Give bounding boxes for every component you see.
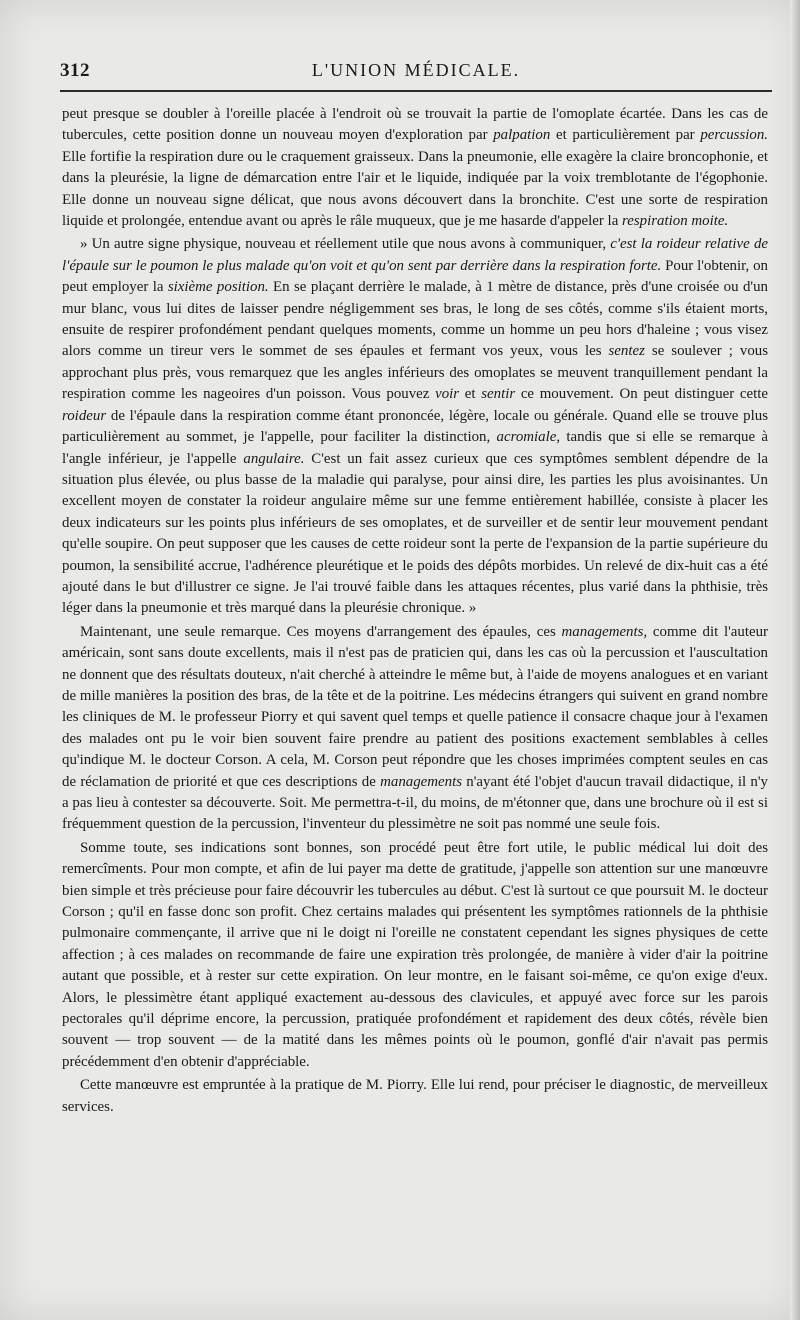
page-number: 312 bbox=[60, 60, 90, 81]
text-run: comme dit l'auteur américain, sont sans doute excellents, mais il n'est pas de praticien qui, dans les cas où la percussion et l'auscultation ne donnent que des résultats douteux, n'ait cherché à atteindre le même but, à l'aide de moyens analogues et en variant de mille manières la position des bras, de la tête et de la poitrine. Les médecins étrangers qui suivent en grand nombre les cliniques de M. le professeur Piorry et qui savent quel temps et quelle patience il consacre chaque jour à l'examen des malades ont pu le voir bien souvent faire prendre au patient des positions exactement semblables à celles qu'indique M. le docteur Corson. A cela, M. Corson peut répondre que les choses imprimées comptent seules en cas de réclamation de priorité et que ces descriptions de bbox=[62, 623, 768, 790]
header-rule bbox=[60, 90, 772, 92]
italic-run: sixième position. bbox=[167, 279, 269, 296]
italic-run: managements, bbox=[561, 623, 648, 640]
article-body bbox=[62, 104, 768, 1118]
text-run: peut presque se doubler à l'oreille placée à l'endroit où se trouvait la partie de l'omoplate écartée. Dans les cas de tubercules, cette position donne un nouveau moyen d'exploration par bbox=[62, 106, 768, 144]
italic-run: roideur bbox=[62, 407, 107, 424]
text-run: Cette manœuvre est empruntée à la pratique de M. Piorry. Elle lui rend, pour préciser le diagnostic, de merveilleux services. bbox=[62, 1077, 768, 1115]
text-run: n'ayant été l'objet d'aucun travail didactique, il n'y a pas lieu à contester sa découverte. Soit. Me permettra-t-il, du moins, de m'étonner que, dans une brochure où il est si fréquemment question de la percussion, l'inventeur du plessimètre ne soit pas nommé une seule fois. bbox=[62, 773, 768, 833]
paragraph bbox=[62, 838, 768, 1073]
text-run: se soulever ; vous approchant plus près, vous remarquez que les angles inférieurs des omoplates se meuvent tranquillement pendant la respiration comme les nageoires d'un poisson. Vous pouvez bbox=[62, 343, 769, 403]
italic-run: percussion. bbox=[700, 127, 769, 144]
paragraph bbox=[62, 104, 768, 232]
text-run: et particulièrement par bbox=[550, 127, 701, 144]
italic-run: palpation bbox=[493, 127, 551, 144]
italic-run: sentez bbox=[608, 343, 645, 360]
italic-run: angulaire. bbox=[243, 450, 305, 467]
text-run: Somme toute, ses indications sont bonnes, son procédé peut être fort utile, le public médical lui doit des remercîments. Pour mon compte, et afin de lui payer ma dette de gratitude, j'appelle son attention sur une manœuvre bien simple et très précieuse pour faire découvrir les tubercules au début. C'est là surtout ce que poursuit M. le docteur Corson ; qu'il en fasse donc son profit. Chez certains malades qui présentent les symptômes rationnels de la phthisie pulmonaire commençante, il arrive que ni le doigt ni l'oreille ne constatent cependant les signes physiques de cette affection ; à ces malades on recommande de faire une expiration très prolongée, de manière à vider d'air la poitrine autant que possible, et à rester sur cette expiration. On leur montre, en le faisant soi-même, ce qu'on exige d'eux. Alors, le plessimètre étant appliqué exactement au-dessous des clavicules, et appuyé avec force sur les parois pectorales qu'il déprime encore, la percussion, pratiquée profondément et rapidement des deux côtés, révèle bien souvent — trop souvent — de la matité dans les mêmes points où le poumon, gonflé d'air n'avait pas permis précédemment d'en obtenir d'appréciable. bbox=[62, 839, 768, 1070]
italic-run: acromiale, bbox=[496, 429, 561, 446]
text-run: de l'épaule dans la respiration comme étant prononcée, légère, locale ou générale. Quand elle se trouve plus particulièrement au sommet, je l'appelle, pour faciliter la distinction, bbox=[62, 407, 768, 446]
text-run: » Un autre signe physique, nouveau et réellement utile que nous avons à communiquer, bbox=[80, 236, 611, 253]
text-run: tandis que si elle se remarque à l'angle inférieur, je l'appelle bbox=[62, 429, 768, 467]
text-run: ce mouvement. On peut distinguer cette bbox=[515, 386, 768, 403]
paragraph bbox=[62, 234, 768, 619]
text-run: Maintenant, une seule remarque. Ces moyens d'arrangement des épaules, ces bbox=[80, 623, 562, 640]
paragraph bbox=[62, 1075, 768, 1118]
italic-run: sentir bbox=[481, 386, 516, 403]
italic-run: respiration moite. bbox=[622, 213, 729, 230]
journal-title: L'UNION MÉDICALE. bbox=[311, 60, 521, 80]
text-run: et bbox=[459, 386, 482, 403]
text-run: En se plaçant derrière le malade, à 1 mètre de distance, près d'une croisée ou d'un mur blanc, vous lui dites de laisser pendre négligemment ses bras, le long de ses côtés, comme s'ils étaient morts, ensuite de respirer profondément pendant quelques moments, comme un homme un peu hors d'haleine ; vous visez alors comme un tireur vers le sommet de ses épaules et fermant vos yeux, vous les bbox=[62, 279, 768, 360]
text-run: Pour l'obtenir, on peut employer la bbox=[62, 257, 768, 296]
italic-run: voir bbox=[435, 386, 460, 403]
text-run: C'est un fait assez curieux que ces symptômes semblent dépendre de la situation plus élevée, ou plus basse de la maladie qui paralyse, pour ainsi dire, les parties les plus avoisinantes. Un excellent moyen de constater la roideur angulaire même sur une femme entièrement habillée, consiste à placer les deux indicateurs sur les points plus inférieurs de ses omoplates, et de surveiller et de sentir leur mouvement pendant qu'elle soupire. On peut supposer que les causes de cette roideur sont la perte de l'expansion de la partie supérieure du poumon, la sensibilité accrue, l'adhérence pleurétique et le poids des dépôts morbides. Un relevé de dix-huit cas a été ajouté dans le but d'illustrer ce signe. Je l'ai trouvé faible dans les attaques récentes, plus varié dans la phthisie, très léger dans la pneumonie et très marqué dans la pleurésie chronique. » bbox=[62, 450, 769, 617]
italic-run: managements bbox=[380, 773, 463, 790]
paragraph bbox=[62, 622, 768, 836]
page-edge-shadow bbox=[790, 0, 800, 1320]
running-header bbox=[60, 58, 772, 86]
italic-run: c'est la roideur relative de l'épaule sur le poumon le plus malade qu'on voit et qu'on sent par derrière dans la respiration forte. bbox=[62, 236, 768, 274]
text-run: Elle fortifie la respiration dure ou le craquement graisseux. Dans la pneumonie, elle exagère la claire broncophonie, et dans la pleurésie, la ligne de démarcation entre l'air et le liquide, indiquée par la voix tremblotante de l'égophonie. Elle donne un nouveau signe délicat, que nous avons découvert dans la bronchite. C'est une sorte de respiration liquide et prolongée, entendue avant ou après le râle muqueux, que je me hasarde d'appeler la bbox=[62, 148, 768, 230]
